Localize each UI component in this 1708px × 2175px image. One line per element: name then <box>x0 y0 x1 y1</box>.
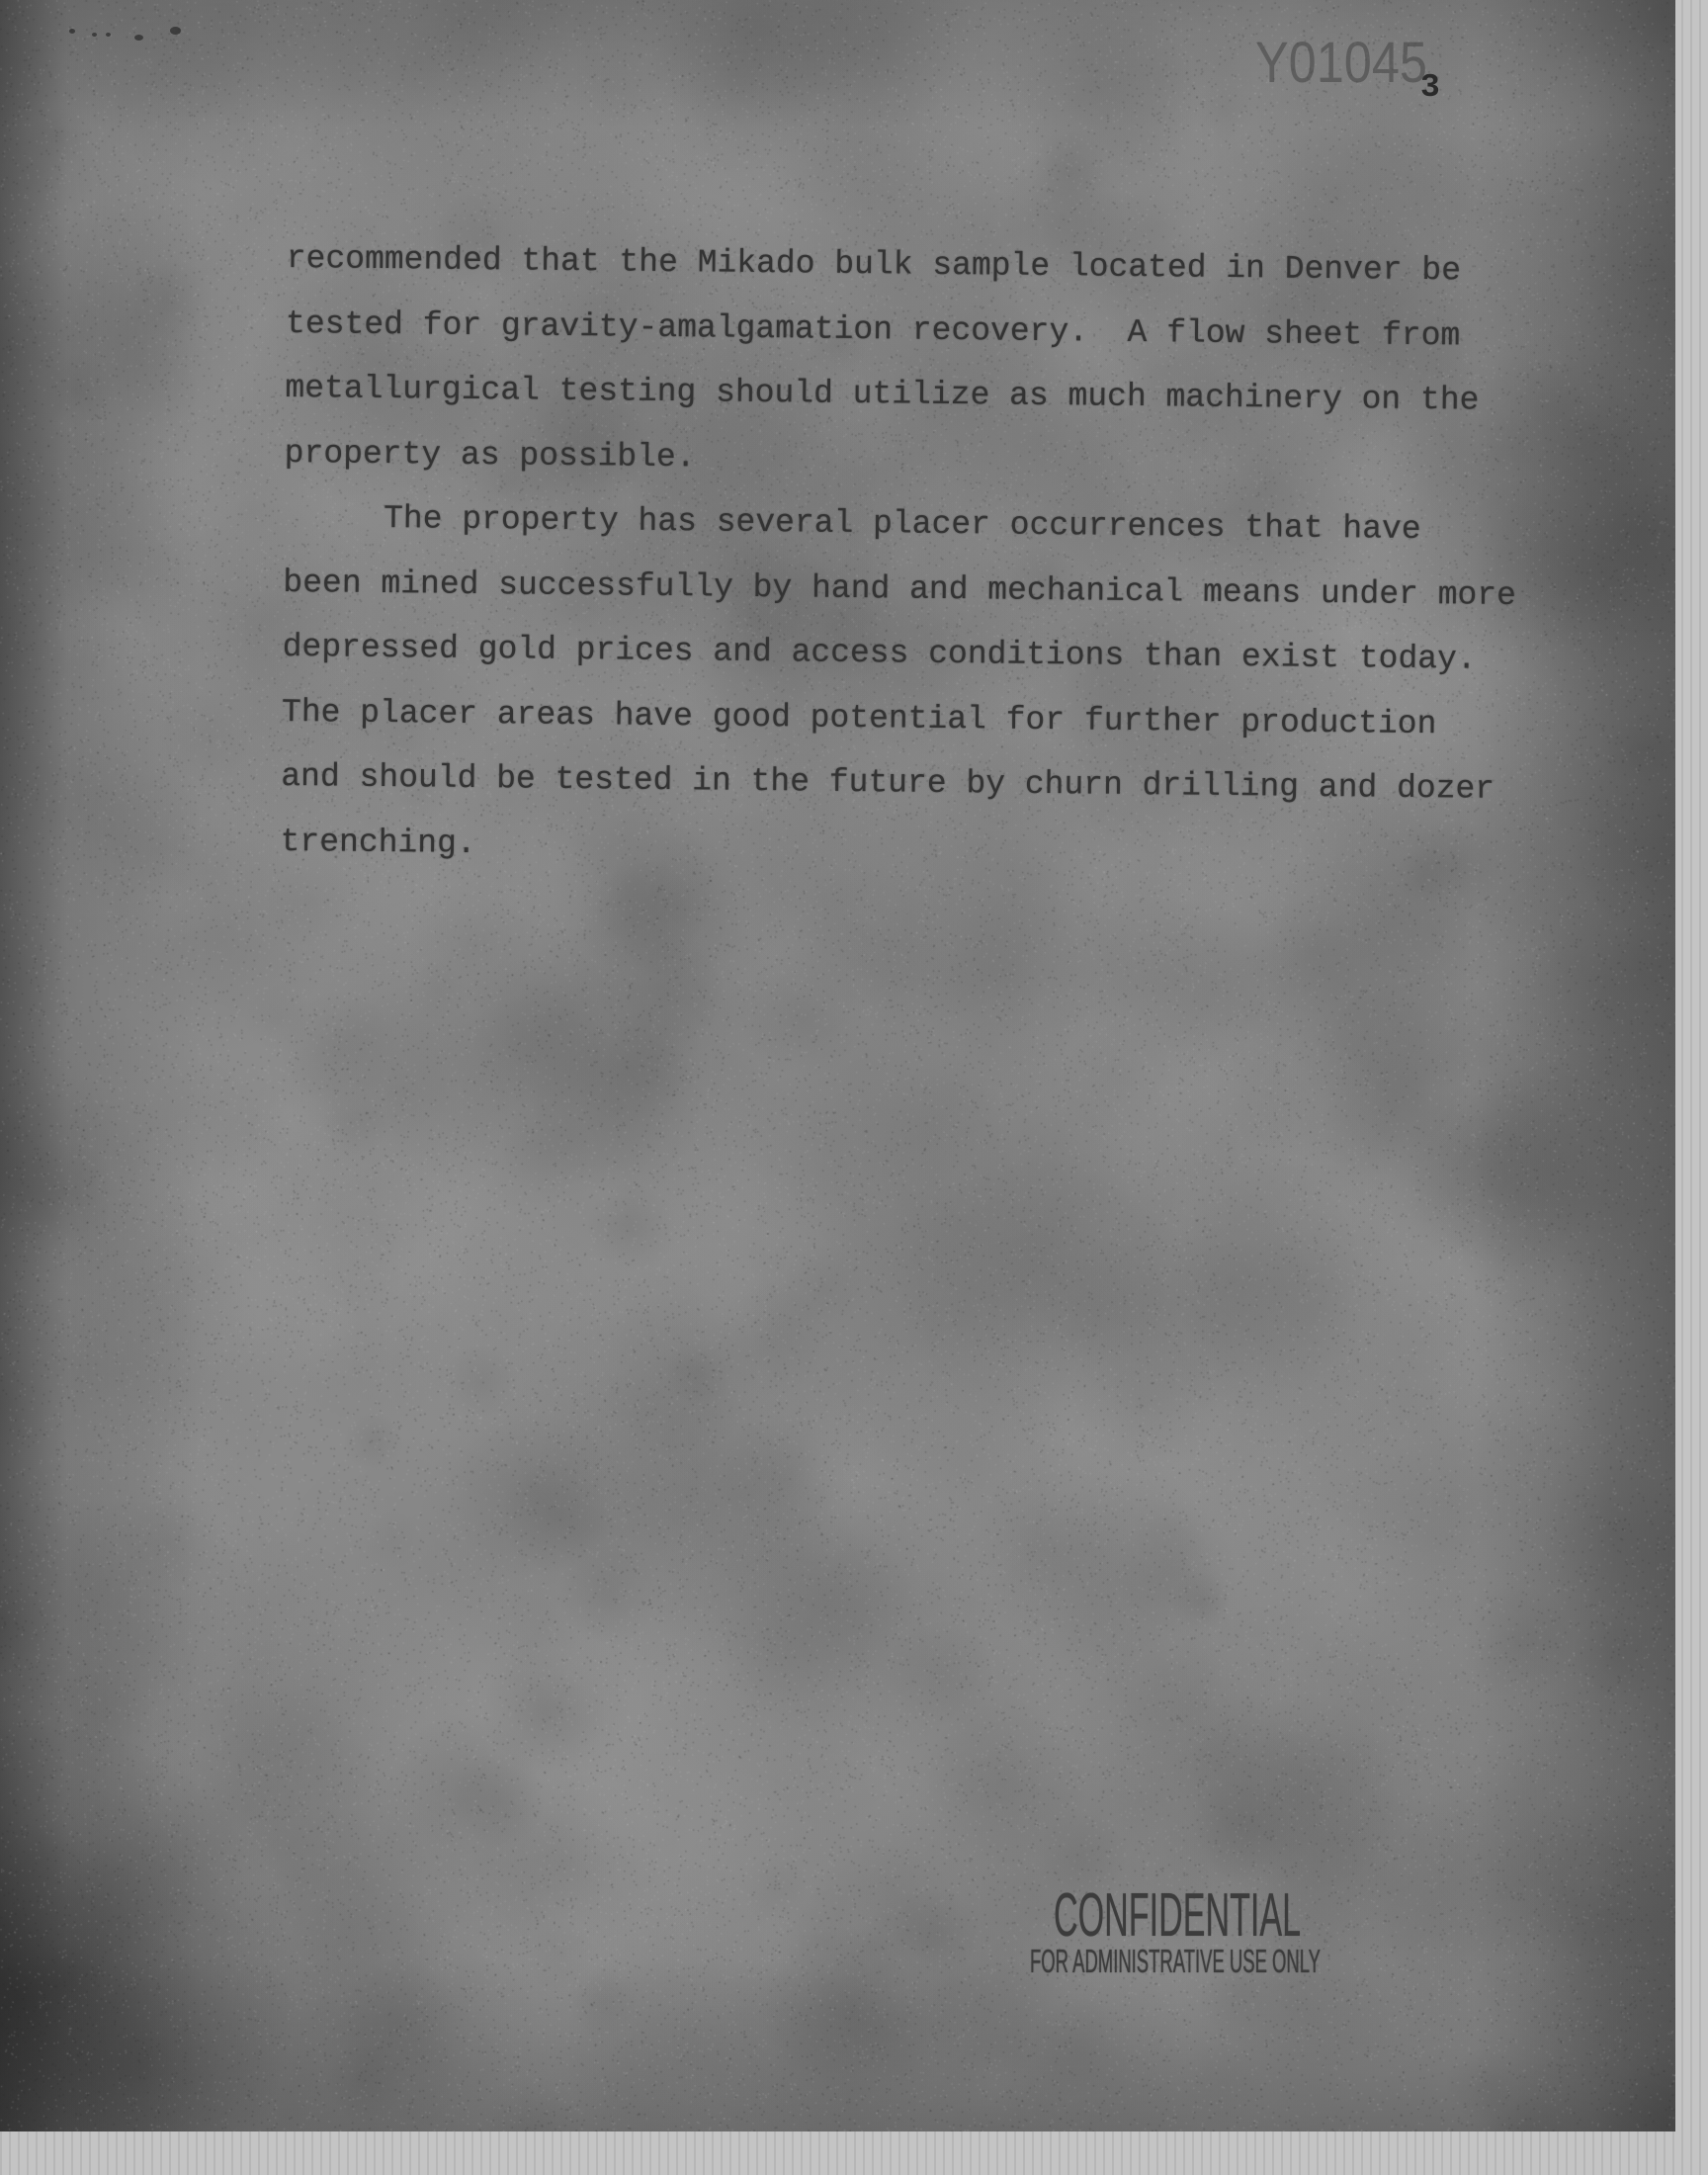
confidential-stamp <box>1028 1878 1581 1987</box>
body-line: The property has several placer occurrences that have <box>383 500 1421 549</box>
body-text <box>0 0 1583 904</box>
body-line: been mined successfully by hand and mechanical means under more <box>283 564 1517 615</box>
body-line: The placer areas have good potential for further production <box>281 693 1437 743</box>
body-line: depressed gold prices and access conditions than exist today. <box>282 628 1477 678</box>
body-line: tested for gravity-amalgamation recovery. A flow sheet from <box>285 304 1461 355</box>
page-number: 3 <box>1420 69 1440 106</box>
body-line: property as possible. <box>284 434 696 477</box>
body-line: trenching. <box>280 823 476 863</box>
body-line: recommended that the Mikado bulk sample located in Denver be <box>286 240 1462 290</box>
body-line: and should be tested in the future by churn drilling and dozer <box>281 757 1495 808</box>
confidential-stamp-title: CONFIDENTIAL <box>1054 1881 1302 1950</box>
body-line: metallurgical testing should utilize as much machinery on the <box>285 369 1480 419</box>
confidential-stamp-subtitle: FOR ADMINISTRATIVE USE ONLY <box>1030 1943 1322 1979</box>
document-control-number: Y01045 <box>1255 31 1427 95</box>
